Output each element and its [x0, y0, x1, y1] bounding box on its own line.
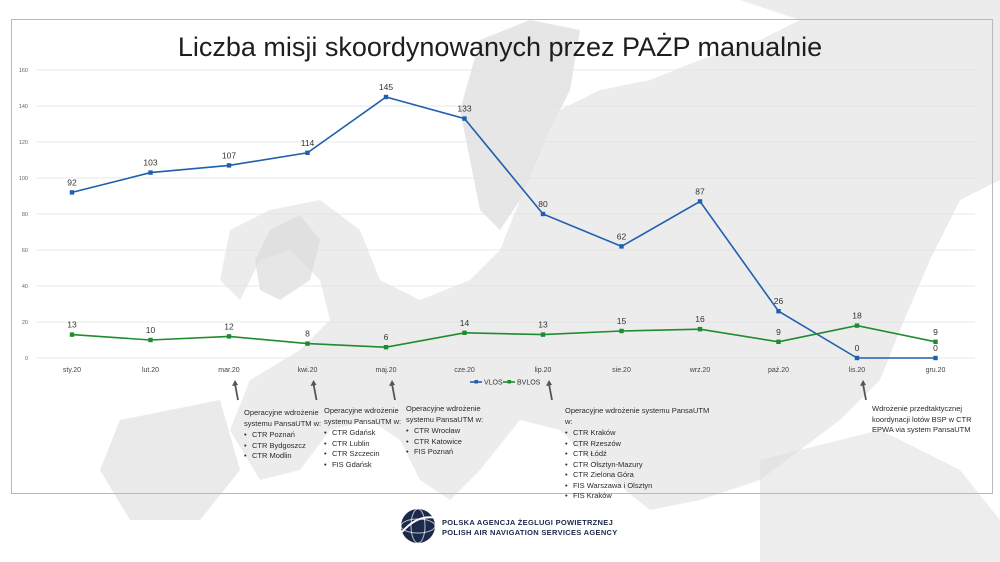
annotation-head: Wdrożenie przedtaktycznej koordynacji lotów BSP w CTR EPWA via system PansaUTM: [872, 404, 972, 434]
annotation-arrows: [232, 380, 866, 400]
x-tick-label: paź.20: [767, 367, 790, 374]
data-label: 12: [224, 321, 234, 332]
annotation-item: • CTR Katowice: [406, 437, 486, 448]
data-label: 0: [933, 343, 938, 353]
x-tick-label: lip.20: [534, 367, 552, 374]
data-label: 87: [695, 186, 705, 197]
data-label: 10: [145, 325, 156, 335]
annotation-arrow-head: [546, 380, 552, 386]
annotation-item: • CTR Modlin: [244, 451, 324, 462]
x-tick-label: sie.20: [612, 367, 631, 374]
annotation-item: • CTR Poznań: [244, 430, 324, 441]
y-tick-label: 0: [24, 356, 28, 362]
data-point: [227, 334, 231, 338]
annotation-arrow-head: [232, 380, 238, 386]
legend: [470, 380, 541, 387]
data-point: [933, 356, 937, 360]
annotation-item: • FIS Kraków: [565, 491, 715, 502]
data-label: 9: [933, 326, 938, 337]
annotation-march: [244, 408, 324, 462]
y-tick-label: 40: [21, 284, 28, 290]
logo-text-english: POLISH AIR NAVIGATION SERVICES AGENCY: [442, 528, 618, 537]
data-point: [462, 116, 466, 120]
data-label: 15: [616, 316, 627, 326]
annotation-item: • FIS Poznań: [406, 447, 486, 458]
y-tick-label: 100: [18, 176, 28, 182]
annotation-head: Operacyjne wdrożenie systemu PansaUTM w:: [324, 406, 402, 426]
data-label: 26: [773, 296, 784, 307]
data-point: [541, 212, 545, 216]
data-label: 13: [67, 319, 77, 330]
series-line-vlos: [72, 97, 936, 358]
data-label: 9: [776, 326, 781, 337]
data-label: 16: [695, 314, 705, 325]
chart-title: Liczba misji skoordynowanych przez PAŻP manualnie: [177, 32, 823, 62]
x-tick-label: lut.20: [141, 367, 160, 374]
data-labels: [67, 82, 938, 353]
data-point: [619, 244, 623, 248]
data-point: [619, 329, 623, 333]
y-tick-label: 20: [21, 320, 28, 326]
data-point: [384, 95, 388, 99]
annotation-arrow-head: [860, 380, 866, 386]
data-label: 13: [538, 319, 548, 330]
annotation-item: • CTR Wrocław: [406, 426, 486, 437]
x-tick-label: maj.20: [375, 367, 397, 374]
x-tick-label: cze.20: [454, 367, 475, 374]
annotation-item: • FIS Gdańsk: [324, 460, 404, 471]
data-point: [776, 340, 780, 344]
data-point: [384, 345, 388, 349]
x-tick-label: gru.20: [925, 367, 946, 374]
legend-label: VLOS: [484, 379, 503, 387]
legend-marker: [475, 380, 479, 384]
data-point: [148, 170, 152, 174]
annotation-item: • CTR Rzeszów: [565, 439, 715, 450]
annotation-item: • FIS Warszawa i Olsztyn: [565, 481, 715, 492]
x-tick-label: lis.20: [848, 367, 866, 374]
data-label: 8: [305, 328, 310, 339]
annotation-item: • CTR Szczecin: [324, 449, 404, 460]
series-layer: [70, 95, 938, 360]
data-point: [70, 332, 74, 336]
legend-label: BVLOS: [517, 379, 541, 387]
data-point: [855, 356, 859, 360]
data-point: [698, 327, 702, 331]
y-axis-ticks: [19, 68, 28, 362]
x-tick-label: sty.20: [62, 367, 82, 374]
data-point: [70, 190, 74, 194]
data-label: 14: [459, 317, 470, 328]
data-label: 80: [538, 199, 548, 209]
data-point: [462, 331, 466, 335]
annotation-arrow-head: [389, 380, 395, 386]
annotation-arrow: [314, 384, 317, 400]
data-label: 103: [143, 157, 158, 168]
annotation-head: Operacyjne wdrożenie systemu PansaUTM w:: [565, 406, 710, 426]
data-point: [541, 332, 545, 336]
y-tick-label: 60: [21, 248, 28, 254]
data-label: 6: [383, 332, 389, 343]
data-label: 18: [852, 310, 862, 321]
data-point: [148, 338, 152, 342]
x-tick-label: kwi.20: [297, 367, 318, 374]
annotation-april: [324, 406, 404, 470]
logo-text-polish: POLSKA AGENCJA ŻEGLUGI POWIETRZNEJ: [442, 518, 614, 527]
data-point: [776, 309, 780, 313]
annotation-arrow: [392, 384, 395, 400]
y-tick-label: 140: [18, 104, 28, 110]
annotation-arrow: [235, 384, 238, 400]
data-point: [305, 341, 309, 345]
legend-marker: [508, 380, 512, 384]
data-point: [305, 151, 309, 155]
annotation-november: [872, 404, 972, 436]
y-tick-label: 160: [18, 68, 28, 74]
annotation-may: [406, 404, 486, 458]
annotation-item: • CTR Bydgoszcz: [244, 441, 324, 452]
data-point: [855, 323, 859, 327]
data-point: [698, 199, 702, 203]
annotation-head: Operacyjne wdrożenie systemu PansaUTM w:: [406, 404, 484, 424]
pansa-logo: [398, 506, 618, 546]
globe-logo-icon: [398, 506, 438, 546]
annotation-arrow-head: [311, 380, 317, 386]
data-label: 114: [300, 137, 315, 148]
annotation-item: • CTR Lublin: [324, 439, 404, 450]
data-label: 133: [457, 103, 472, 114]
y-tick-label: 80: [21, 212, 28, 218]
y-tick-label: 120: [18, 140, 28, 146]
annotation-item: • CTR Gdańsk: [324, 428, 404, 439]
x-tick-label: wrz.20: [689, 367, 711, 374]
annotation-head: Operacyjne wdrożenie systemu PansaUTM w:: [244, 408, 322, 428]
data-label: 62: [616, 231, 627, 242]
x-tick-label: mar.20: [218, 367, 240, 374]
gridlines: [36, 70, 975, 358]
x-axis-ticks: [63, 367, 946, 374]
data-label: 92: [67, 177, 77, 188]
series-line-bvlos: [72, 326, 936, 348]
annotation-item: • CTR Łódź: [565, 449, 715, 460]
annotation-july: [565, 406, 715, 502]
data-label: 0: [854, 343, 860, 353]
annotation-item: • CTR Kraków: [565, 428, 715, 439]
data-label: 145: [378, 82, 394, 92]
data-label: 107: [221, 150, 237, 161]
annotation-item: • CTR Olsztyn-Mazury: [565, 460, 715, 471]
annotation-arrow: [549, 384, 552, 400]
annotation-item: • CTR Zielona Góra: [565, 470, 715, 481]
data-point: [227, 163, 231, 167]
annotation-arrow: [863, 384, 866, 400]
